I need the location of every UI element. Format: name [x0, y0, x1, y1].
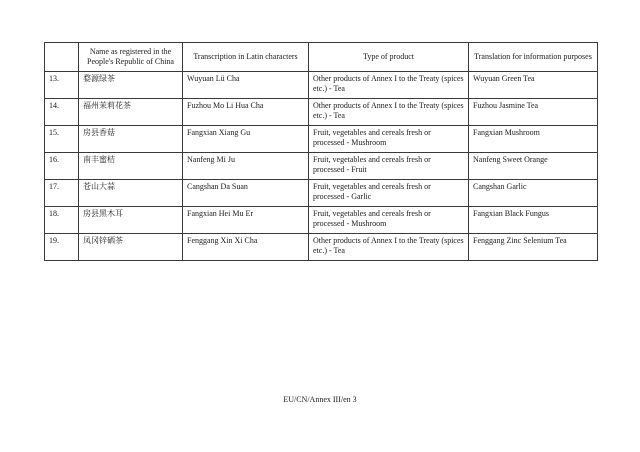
- row-number: 18.: [45, 207, 79, 234]
- header-row: [45, 43, 598, 72]
- row-name: 房县香菇: [79, 126, 183, 153]
- table-header: [45, 43, 598, 72]
- header-translation: Translation for information purposes: [469, 43, 598, 72]
- table-row: [45, 99, 598, 126]
- row-transcription: Fangxian Hei Mu Er: [183, 207, 309, 234]
- table-row: [45, 180, 598, 207]
- row-translation: Fenggang Zinc Selenium Tea: [469, 234, 598, 261]
- row-translation: Wuyuan Green Tea: [469, 72, 598, 99]
- table-row: [45, 72, 598, 99]
- row-type: Fruit, vegetables and cereals fresh or processed - Fruit: [309, 153, 469, 180]
- page-footer-reference: EU/CN/Annex III/en 3: [283, 395, 357, 404]
- row-translation: Fangxian Mushroom: [469, 126, 598, 153]
- row-number: 19.: [45, 234, 79, 261]
- row-number: 16.: [45, 153, 79, 180]
- row-type: Fruit, vegetables and cereals fresh or processed - Mushroom: [309, 126, 469, 153]
- row-name: 凤冈锌硒茶: [79, 234, 183, 261]
- row-type: Other products of Annex I to the Treaty (spices etc.) - Tea: [309, 99, 469, 126]
- row-translation: Fuzhou Jasmine Tea: [469, 99, 598, 126]
- row-transcription: Fangxian Xiang Gu: [183, 126, 309, 153]
- row-name: 南丰蜜桔: [79, 153, 183, 180]
- row-number: 15.: [45, 126, 79, 153]
- row-transcription: Wuyuan Lü Cha: [183, 72, 309, 99]
- row-translation: Fangxian Black Fungus: [469, 207, 598, 234]
- row-transcription: Cangshan Da Suan: [183, 180, 309, 207]
- table-body: [45, 72, 598, 261]
- header-type-of-product: Type of product: [309, 43, 469, 72]
- row-translation: Cangshan Garlic: [469, 180, 598, 207]
- gi-table: [44, 42, 598, 261]
- row-type: Fruit, vegetables and cereals fresh or processed - Garlic: [309, 180, 469, 207]
- table-row: [45, 207, 598, 234]
- header-transcription: Transcription in Latin characters: [183, 43, 309, 72]
- header-name-registered: Name as registered in the People's Republic of China: [79, 43, 183, 72]
- row-number: 17.: [45, 180, 79, 207]
- row-transcription: Nanfeng Mi Ju: [183, 153, 309, 180]
- row-name: 婺源绿茶: [79, 72, 183, 99]
- table-row: [45, 234, 598, 261]
- table-row: [45, 126, 598, 153]
- table-row: [45, 153, 598, 180]
- row-transcription: Fenggang Xin Xi Cha: [183, 234, 309, 261]
- row-name: 房县黑木耳: [79, 207, 183, 234]
- row-number: 14.: [45, 99, 79, 126]
- row-type: Other products of Annex I to the Treaty (spices etc.) - Tea: [309, 72, 469, 99]
- row-type: Other products of Annex I to the Treaty (spices etc.) - Tea: [309, 234, 469, 261]
- row-number: 13.: [45, 72, 79, 99]
- row-translation: Nanfeng Sweet Orange: [469, 153, 598, 180]
- row-name: 苍山大蒜: [79, 180, 183, 207]
- row-type: Fruit, vegetables and cereals fresh or processed - Mushroom: [309, 207, 469, 234]
- row-transcription: Fuzhou Mo Li Hua Cha: [183, 99, 309, 126]
- header-number: [45, 43, 79, 72]
- row-name: 福州茉莉花茶: [79, 99, 183, 126]
